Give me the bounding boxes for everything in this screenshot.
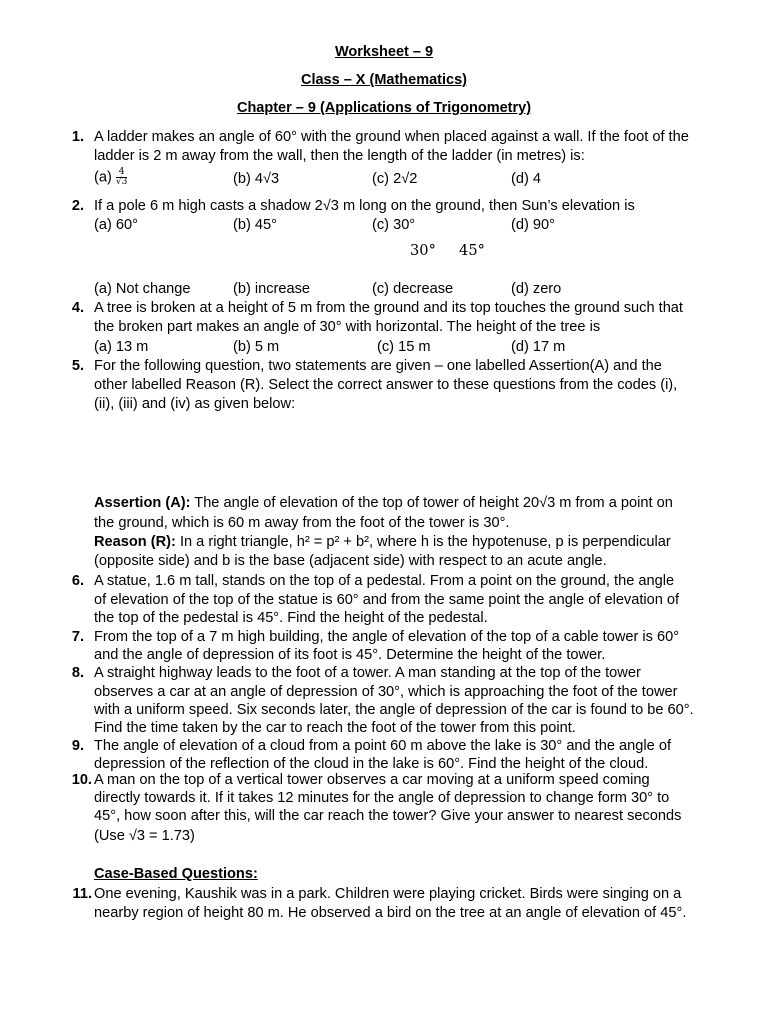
q11-line2: nearby region of height 80 m. He observed a bird on the tree at an angle of elevation of 45°. (94, 905, 687, 921)
q11-number: 11. (72, 886, 92, 902)
q10-line3: 45°, how soon after this, will the car reach the tower? Give your answer to nearest seconds (94, 808, 682, 824)
q5-line3: (ii), (iii) and (iv) as given below: (94, 396, 296, 412)
q8-number: 8. (71, 665, 84, 681)
assertion-line1: Assertion (A): The angle of elevation of the top of tower of height 20√3 m from a point on (94, 495, 673, 511)
q8-line2: observes a car at an angle of depression of 30°, which is approaching the foot of the tower (94, 684, 678, 700)
q4-option-b: (b) 5 m (233, 339, 280, 355)
q3-option-a: (a) Not change (94, 281, 191, 297)
q1-line1: A ladder makes an angle of 60° with the ground when placed against a wall. If the foot of the (94, 129, 689, 145)
q7-line2: and the angle of depression of its foot is 45°. Determine the height of the tower. (94, 647, 606, 663)
q9-line2: depression of the reflection of the cloud in the lake is 60°. Find the height of the cloud. (94, 756, 649, 772)
q4-option-d: (d) 17 m (511, 339, 566, 355)
q7-number: 7. (71, 629, 84, 645)
q1-option-a: (a) $\frac{4}{√3}$ (94, 167, 128, 187)
reason-line2: (opposite side) and b is the base (adjacent side) with respect to an acute angle. (94, 553, 607, 569)
q7-line1: From the top of a 7 m high building, the angle of elevation of the top of a cable tower is 60° (94, 629, 680, 645)
chapter-title: Chapter – 9 (Applications of Trigonometry) (236, 100, 532, 116)
stray-angles: 30° 45° (410, 242, 485, 259)
assertion-label: Assertion (A): (94, 495, 191, 511)
q2-option-a: (a) 60° (94, 217, 138, 233)
case-based-heading: Case-Based Questions: (94, 866, 258, 882)
q1-line2: ladder is 2 m away from the wall, then the length of the ladder (in metres) is: (94, 148, 585, 164)
q5-line1: For the following question, two statements are given – one labelled Assertion(A) and the (94, 358, 662, 374)
q4-option-a: (a) 13 m (94, 339, 149, 355)
q2-option-b: (b) 45° (233, 217, 277, 233)
q10-line4: (Use √3 = 1.73) (94, 828, 195, 844)
q2-option-c: (c) 30° (372, 217, 416, 233)
q4-line1: A tree is broken at a height of 5 m from the ground and its top touches the ground such that (94, 300, 683, 316)
q1-number: 1. (71, 129, 84, 145)
q9-number: 9. (71, 738, 84, 754)
q9-line1: The angle of elevation of a cloud from a point 60 m above the lake is 30° and the angle of (94, 738, 671, 754)
q5-line2: other labelled Reason (R). Select the correct answer to these questions from the codes (i), (94, 377, 678, 393)
q8-line1: A straight highway leads to the foot of a tower. A man standing at the top of the tower (94, 665, 641, 681)
q4-line2: the broken part makes an angle of 30° with horizontal. The height of the tree is (94, 319, 601, 335)
worksheet-title: Worksheet – 9 (334, 44, 434, 60)
q6-line1: A statue, 1.6 m tall, stands on the top of a pedestal. From a point on the ground, the angle (94, 573, 675, 589)
q1-option-c: (c) 2√2 (372, 171, 418, 187)
q4-number: 4. (71, 300, 84, 316)
class-title: Class – X (Mathematics) (300, 72, 467, 88)
q3-option-d: (d) zero (511, 281, 562, 297)
reason-label: Reason (R): (94, 534, 176, 550)
q10-number: 10. (71, 772, 92, 788)
q2-line1: If a pole 6 m high casts a shadow 2√3 m long on the ground, then Sun’s elevation is (94, 198, 635, 214)
assertion-line2: the ground, which is 60 m away from the foot of the tower is 30°. (94, 515, 510, 531)
q6-line3: the top of the pedestal is 45°. Find the height of the pedestal. (94, 610, 488, 626)
q4-option-c: (c) 15 m (377, 339, 431, 355)
q3-option-b: (b) increase (233, 281, 311, 297)
q6-number: 6. (71, 573, 84, 589)
q8-line3: with a uniform speed. Six seconds later, the angle of depression of the car is found to be 60°. (94, 702, 694, 718)
q11-line1: One evening, Kaushik was in a park. Children were playing cricket. Birds were singing on a (94, 886, 682, 902)
q2-number: 2. (71, 198, 84, 214)
q2-option-d: (d) 90° (511, 217, 555, 233)
reason-line1: Reason (R): In a right triangle, h² = p² + b², where h is the hypotenuse, p is perpendicular (94, 534, 671, 550)
q10-line1: A man on the top of a vertical tower observes a car moving at a uniform speed coming (94, 772, 650, 788)
q10-line2: directly towards it. If it takes 12 minutes for the angle of depression to change form 30° to (94, 790, 670, 806)
q1-option-b: (b) 4√3 (233, 171, 280, 187)
q3-option-c: (c) decrease (372, 281, 454, 297)
q6-line2: of elevation of the top of the statue is 60° and from the same point the angle of elevation of (94, 592, 680, 608)
q1-option-d: (d) 4 (511, 171, 542, 187)
q8-line4: Find the time taken by the car to reach the foot of the tower from this point. (94, 720, 576, 736)
q5-number: 5. (71, 358, 84, 374)
